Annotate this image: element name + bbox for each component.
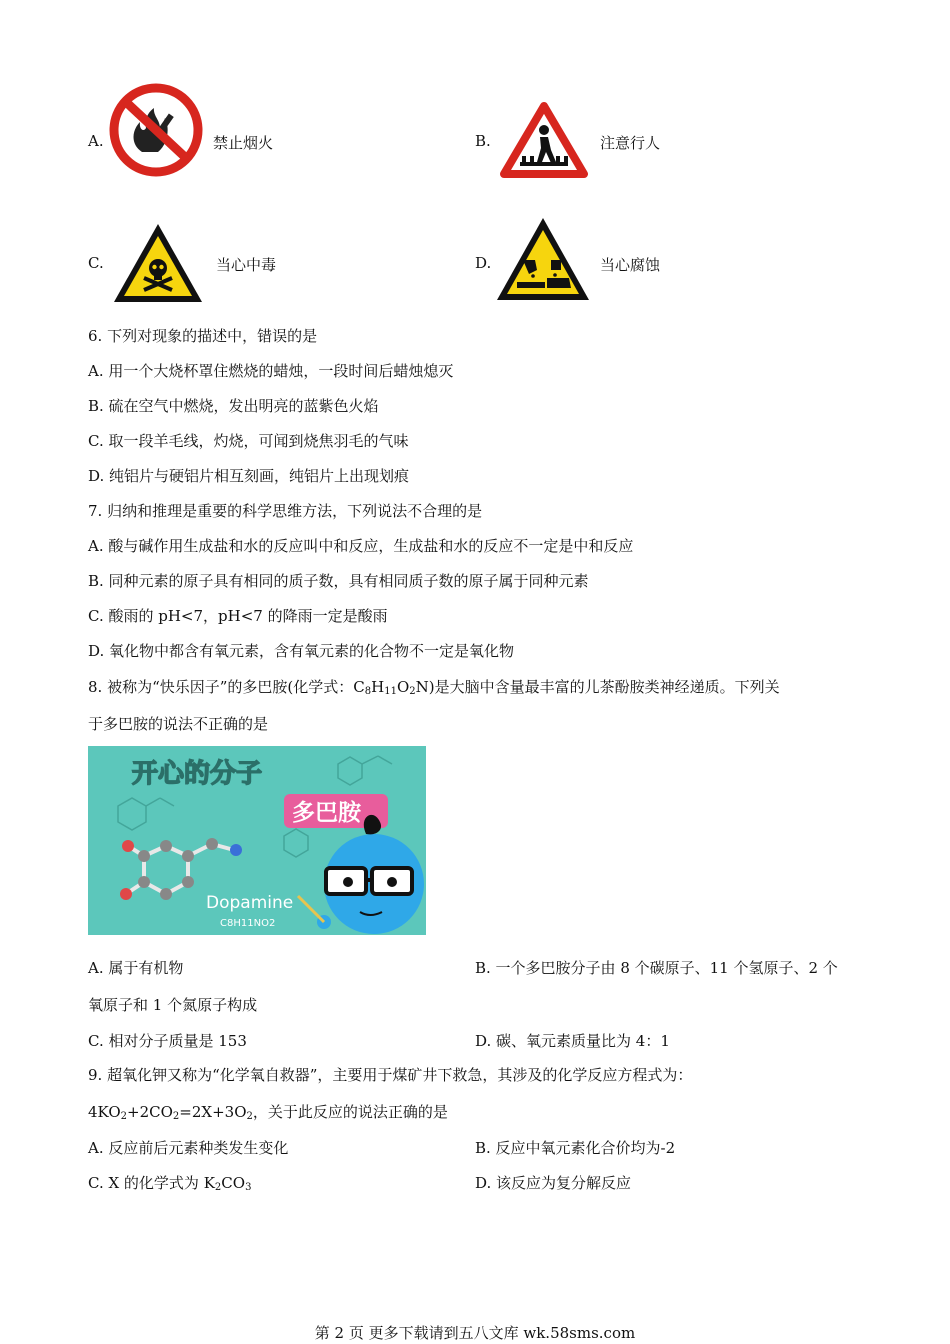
dopamine-illustration bbox=[88, 746, 426, 935]
illus-title: 开心的分子 bbox=[132, 759, 263, 789]
q6-option-c: C. 取一段羊毛线，灼烧，可闻到烧焦羽毛的气味 bbox=[88, 432, 409, 450]
q9-option-a: A. 反应前后元素种类发生变化 bbox=[88, 1139, 289, 1157]
q8-option-c: C. 相对分子质量是 153 bbox=[88, 1032, 247, 1050]
q9-option-c: C. X 的化学式为 $K_2CO_3$ bbox=[88, 1174, 252, 1193]
no-fire-icon bbox=[108, 82, 204, 182]
q9-option-b: B. 反应中氧元素化合价均为-2 bbox=[475, 1139, 676, 1157]
q9-option-d: D. 该反应为复分解反应 bbox=[475, 1174, 632, 1192]
illus-label-formula: C8H11NO2 bbox=[220, 918, 276, 929]
q7-option-b: B. 同种元素的原子具有相同的质子数，具有相同质子数的原子属于同种元素 bbox=[88, 572, 589, 590]
q7-option-a: A. 酸与碱作用生成盐和水的反应叫中和反应，生成盐和水的反应不一定是中和反应 bbox=[88, 537, 634, 555]
q8-option-b: B. 一个多巴胺分子由 8 个碳原子、11 个氢原子、2 个 bbox=[475, 959, 838, 977]
option-c-letter: C. bbox=[88, 254, 104, 272]
q8-option-d: D. 碳、氧元素质量比为 4：1 bbox=[475, 1032, 670, 1050]
illus-label: Dopamine bbox=[206, 893, 294, 913]
q9-equation: $4KO_2+2CO_2=2X+3O_2$，关于此反应的说法正确的是 bbox=[88, 1103, 448, 1122]
illus-subtitle: 多巴胺 bbox=[292, 800, 361, 826]
q9-stem: 9. 超氧化钾又称为“化学氧自救器”，主要用于煤矿井下救急，其涉及的化学反应方程式为： bbox=[88, 1066, 693, 1084]
pedestrian-warning-icon bbox=[498, 100, 590, 184]
option-c-caption: 当心中毒 bbox=[216, 256, 277, 274]
q7-option-c: C. 酸雨的 pH<7，pH<7 的降雨一定是酸雨 bbox=[88, 607, 388, 625]
q8-stem: 8. 被称为“快乐因子”的多巴胺(化学式：$C_8H_{11}O_2N$)是大脑中含量最丰富的儿茶酚胺类神经递质。下列关 bbox=[88, 678, 780, 697]
q8-option-b-cont: 氧原子和 1 个氮原子构成 bbox=[88, 996, 258, 1014]
q8-stem-line2: 于多巴胺的说法不正确的是 bbox=[88, 715, 269, 733]
option-b-letter: B. bbox=[475, 132, 491, 150]
dopamine-formula: $C_8H_{11}O_2N$ bbox=[353, 678, 429, 697]
option-d-letter: D. bbox=[475, 254, 492, 272]
q6-stem: 6. 下列对现象的描述中，错误的是 bbox=[88, 327, 318, 345]
option-d-caption: 当心腐蚀 bbox=[600, 256, 661, 274]
q7-stem: 7. 归纳和推理是重要的科学思维方法，下列说法不合理的是 bbox=[88, 502, 483, 520]
page-footer: 第 2 页 更多下载请到五八文库 wk.58sms.com bbox=[314, 1324, 636, 1342]
poison-warning-icon bbox=[112, 222, 204, 308]
q6-option-b: B. 硫在空气中燃烧，发出明亮的蓝紫色火焰 bbox=[88, 397, 379, 415]
q6-option-a: A. 用一个大烧杯罩住燃烧的蜡烛，一段时间后蜡烛熄灭 bbox=[88, 362, 454, 380]
q8-option-a: A. 属于有机物 bbox=[88, 959, 184, 977]
option-a-caption: 禁止烟火 bbox=[213, 134, 274, 152]
option-b-caption: 注意行人 bbox=[600, 134, 661, 152]
option-a-letter: A. bbox=[88, 132, 104, 150]
corrosion-warning-icon bbox=[495, 216, 591, 308]
q7-option-d: D. 氧化物中都含有氧元素，含有氧元素的化合物不一定是氧化物 bbox=[88, 642, 515, 660]
q6-option-d: D. 纯铝片与硬铝片相互刻画，纯铝片上出现划痕 bbox=[88, 467, 410, 485]
